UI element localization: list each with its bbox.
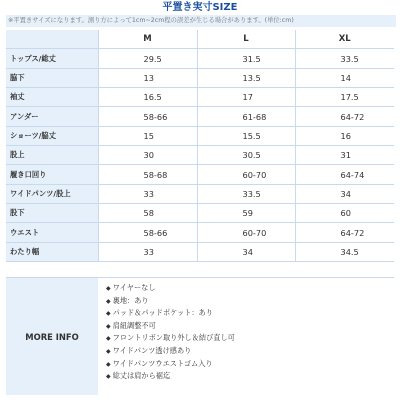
- table-row: [6, 88, 394, 107]
- diamond-bullet-icon: ◆: [106, 347, 111, 355]
- size-value: 58-68: [98, 165, 197, 184]
- size-value: 34.5: [295, 242, 394, 261]
- size-value: 33: [98, 184, 197, 203]
- size-value: 60: [295, 204, 394, 223]
- row-label: わたり幅: [6, 242, 98, 261]
- size-value: 64-74: [295, 165, 394, 184]
- info-item-text: ワイヤーなし: [112, 283, 156, 292]
- row-label: 股下: [6, 204, 98, 223]
- size-header-row: [6, 30, 394, 49]
- table-row: [6, 68, 394, 87]
- size-value: 64-72: [295, 223, 394, 242]
- diamond-bullet-icon: ◆: [106, 360, 111, 368]
- size-value: 14: [295, 68, 394, 87]
- size-value: 64-72: [295, 107, 394, 126]
- diamond-bullet-icon: ◆: [106, 310, 111, 318]
- table-row: [6, 146, 394, 165]
- size-value: 61-68: [197, 107, 295, 126]
- row-label: 脇下: [6, 68, 98, 87]
- size-value: 31: [295, 146, 394, 165]
- size-value: 60-70: [197, 165, 295, 184]
- info-item-text: 裏地：あり: [112, 295, 149, 305]
- size-value: 29.5: [98, 49, 197, 68]
- size-value: 58: [98, 204, 197, 223]
- info-item-text: フロントリボン取り外し＆結び直し可: [112, 333, 235, 343]
- size-table: [6, 30, 394, 262]
- size-value: 60-70: [197, 223, 295, 242]
- size-value: 33.5: [197, 184, 295, 203]
- more-info-section: [6, 277, 394, 395]
- table-row: [6, 49, 394, 68]
- list-item: [106, 295, 390, 308]
- size-value: 15: [98, 126, 197, 145]
- size-value: 30: [98, 146, 197, 165]
- size-value: 17: [197, 88, 295, 107]
- size-value: 13: [98, 68, 197, 87]
- size-value: 16: [295, 126, 394, 145]
- table-row: [6, 204, 394, 223]
- size-value: 15.5: [197, 126, 295, 145]
- list-item: [106, 370, 390, 383]
- list-item: [106, 345, 390, 358]
- size-value: 58-66: [98, 107, 197, 126]
- table-row: [6, 126, 394, 145]
- row-label: トップス/総丈: [6, 49, 98, 68]
- table-row: [6, 165, 394, 184]
- list-item: [106, 320, 390, 333]
- size-value: 17.5: [295, 88, 394, 107]
- table-row: [6, 223, 394, 242]
- size-header-m: M: [98, 30, 197, 49]
- list-item: [106, 358, 390, 371]
- table-row: [6, 184, 394, 203]
- header-corner: [6, 30, 98, 49]
- size-value: 34: [197, 242, 295, 261]
- size-header-l: L: [197, 30, 295, 49]
- diamond-bullet-icon: ◆: [106, 335, 111, 343]
- size-value: 16.5: [98, 88, 197, 107]
- row-label: 袖丈: [6, 88, 98, 107]
- info-item-text: ワイドパンツ透け感あり: [112, 345, 192, 355]
- size-header-xl: XL: [295, 30, 394, 49]
- size-value: 30.5: [197, 146, 295, 165]
- row-label: 股上: [6, 146, 98, 165]
- diamond-bullet-icon: ◆: [106, 297, 111, 305]
- measurement-note: ※平置きサイズになります。測り方によって1cm~2cm程の誤差が生じる場合があります。(単位:cm): [6, 15, 396, 27]
- size-value: 33: [98, 242, 197, 261]
- info-item-text: ワイドパンツウエストゴム入り: [112, 358, 213, 368]
- info-item-text: 総丈は肩から裾迄: [112, 371, 171, 381]
- diamond-bullet-icon: ◆: [106, 285, 111, 292]
- row-label: ショーツ/脇丈: [6, 126, 98, 145]
- more-info-list: [106, 282, 390, 383]
- table-row: [6, 242, 394, 261]
- info-item-text: 肩紐調整不可: [112, 320, 156, 330]
- list-item: [106, 282, 390, 295]
- row-label: 履き口回り: [6, 165, 98, 184]
- page-title: 平置き実寸SIZE: [162, 2, 238, 13]
- info-item-text: パッド＆パッドポケット：あり: [112, 308, 213, 318]
- size-value: 13.5: [197, 68, 295, 87]
- table-row: [6, 107, 394, 126]
- list-item: [106, 307, 390, 320]
- size-value: 34: [295, 184, 394, 203]
- list-item: [106, 332, 390, 345]
- size-value: 31.5: [197, 49, 295, 68]
- diamond-bullet-icon: ◆: [106, 322, 111, 330]
- size-value: 58-66: [98, 223, 197, 242]
- row-label: ワイドパンツ/股上: [6, 184, 98, 203]
- size-value: 59: [197, 204, 295, 223]
- diamond-bullet-icon: ◆: [106, 373, 111, 381]
- row-label: ウエスト: [6, 223, 98, 242]
- more-info-label: MORE INFO: [6, 278, 98, 395]
- size-value: 33.5: [295, 49, 394, 68]
- row-label: アンダー: [6, 107, 98, 126]
